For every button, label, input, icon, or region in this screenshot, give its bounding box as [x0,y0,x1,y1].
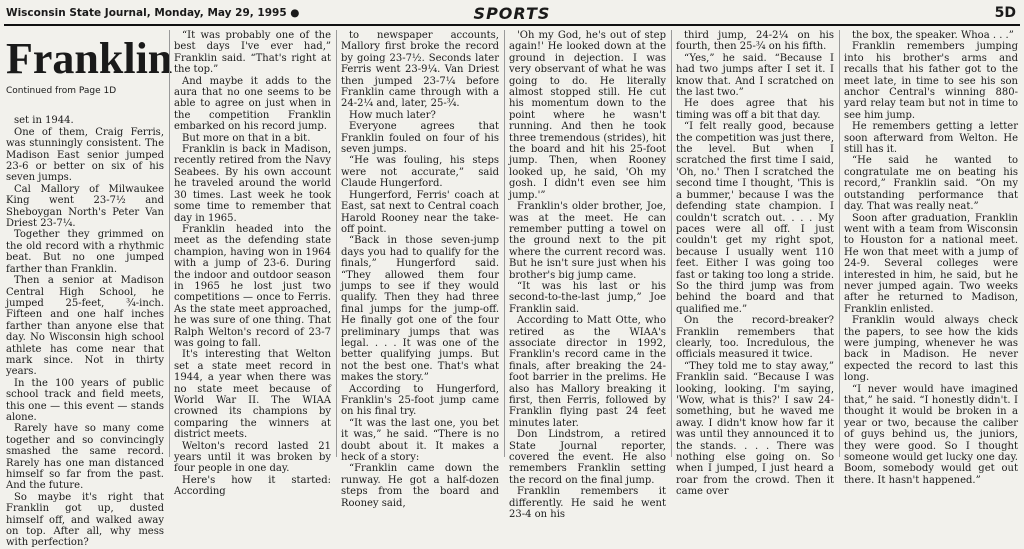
article-paragraph: One of them, Craig Ferris, was stunningly consistent. The Madison East senior jumped 23-6 or better on six of his seven jumps. [6,126,164,184]
article-paragraph: “They told me to stay away,” Franklin said. “Because I was looking, looking. I'm saying, 'Wow, what is this?' I saw 24-something, but he waved me away. I didn't know how far it was until they announced it to the stands. . . . There was nothing else going on. So when I jumped, I just heard a roar from the crowd. Then it came over [676,360,834,498]
article-paragraph: But more on that in a bit. [182,132,311,144]
article-paragraph: Hungerford, Ferris' coach at East, sat next to Central coach Harold Rooney near the take-off point. [341,189,499,235]
article-column-2 [174,30,331,498]
article-paragraph: Then a senior at Madison Central High School, he jumped 25-feet, ¾-inch. Fifteen and one half inches farther than anyone else that day. No Wisconsin high school athlete has come near that mark since. Not in thirty years. [6,275,164,378]
column-divider [504,30,505,457]
article-paragraph: In the 100 years of public school track and field meets, this one — this event — stands alone. [6,377,164,423]
article-paragraph: “He was fouling, his steps were not accurate,” said Claude Hungerford. [341,155,499,190]
article-paragraph: third jump, 24-2¼ on his fourth, then 25-¾ on his fifth. [676,30,834,53]
article-paragraph: “Franklin came down the runway. He got a half-dozen steps from the board and Rooney said, [341,463,499,509]
article-paragraph: Franklin remembers it differently. He said he went 23-4 on his [509,486,666,521]
article-column-6 [844,30,1018,486]
article-column-5 [676,30,834,498]
article-column-1 [6,30,173,549]
article-paragraph: the box, the speaker. Whoa . . .” [852,30,1014,41]
section-title: SPORTS [473,4,551,23]
column-divider [839,30,840,457]
article-paragraph: 'Oh my God, he's out of step again!' He looked down at the ground in dejection. I was very observant of what he was going to do. He literally almost stopped still. He cut his momentum down to the point where he wasn't running. And then he took three tremendous (strides), hit the board and hit his 25-foot jump. Then, when Rooney looked up, he said, 'Oh my gosh. I didn't even see him jump.'” [509,30,666,201]
article-paragraph: “It was his last or his second-to-the-last jump,” Joe Franklin said. [509,280,666,315]
article-paragraph: Franklin's older brother, Joe, was at the meet. He can remember putting a towel on the ground next to the pit where the current record was. But he isn't sure just when his brother's big jump came. [509,201,666,281]
article-paragraph: How much later? [349,109,436,121]
article-paragraph: Franklin is back in Madison, recently retired from the Navy Seabees. By his own account he traveled around the world 30 times. Last week he took some time to remember that day in 1965. [174,144,331,224]
article-paragraph: Together they grimmed on the old record with a rhythmic beat. But no one jumped farther than Franklin. [6,229,164,275]
article-paragraph: “I felt really good, because the competition was just there, the level. But when I scratched the first time I said, 'Oh, no.' Then I scratched the second time I thought, 'This is a bummer,' because I was the defending state champion. I couldn't scratch out. . . . My paces were all off. I just couldn't get my right spot, because I usually went 110 feet. Either I was going too fast or taking too long a stride. So the third jump was from behind the board and that qualified me.” [676,121,835,315]
article-paragraph: He remembers getting a letter soon afterward from Welton. He still has it. [844,121,1018,156]
article-paragraph: to newspaper accounts, Mallory first broke the record by going 23-7½. Seconds later Ferris went 23-9¼. Van Driest then jumped 23-7¼ before Franklin came through with a 24-2¼ and, later, 25-¾. [341,30,499,110]
article-paragraph: “It was the last one, you bet it was,” he said. “There is no doubt about it. It makes a heck of a story: [341,417,499,464]
article-paragraph: “It was probably one of the best days I've ever had,” Franklin said. “That's right at the top.” [174,30,331,76]
article-paragraph: According to Hungerford, Franklin's 25-foot jump came on his final try. [341,383,499,418]
continued-line: Continued from Page 1D [6,86,117,96]
column-divider [671,30,672,457]
article-paragraph: set in 1944. [14,115,74,127]
article-paragraph: On the record-breaker? Franklin remembers that clearly, too. Incredulous, the officials measured it twice. [676,315,834,361]
article-paragraph: He does agree that his timing was off a bit that day. [676,98,834,121]
headline: Franklin [6,34,173,83]
article-paragraph: According to Matt Otte, who retired as the WIAA's associate director in 1992, Franklin's record came in the finals, after breaking the 24-foot barrier in the prelims. He also has Mallory breaking it first, then Ferris, followed by Franklin flying past 24 feet minutes later. [509,315,666,429]
article-paragraph: “I never would have imagined that,” he said. “I honestly didn't. I thought it would be broken in a year or two, because the caliber of guys behind us, the juniors, they were good. So I thought someone would get lucky one day. Boom, somebody would get out there. It hasn't happened.” [844,383,1018,486]
page-header [4,4,1020,26]
article-paragraph: Welton's record lasted 21 years until it was broken by four people in one day. [174,440,331,475]
article-paragraph: Cal Mallory of Milwaukee King went 23-7½ and Sheboygan North's Peter Van Driest 23-7¼. [6,183,164,230]
article-paragraph: “Yes,” he said. “Because I had two jumps after I set it. I know that. And I scratched on the last two.” [676,52,834,99]
page-number: 5D [994,5,1016,21]
article-paragraph: “Back in those seven-jump days you had to qualify for the finals,” Hungerford said. “They allowed them four jumps to see if they would qualify. Then they had three final jumps for the jump-off. He finally got one of the four preliminary jumps that was legal. . . . It was one of the better qualifying jumps. But not the best one. That's what makes the story.” [341,235,499,384]
article-paragraph: So maybe it's right that Franklin got up, dusted himself off, and walked away on top. After all, why mess with perfection? [6,491,164,549]
column-divider [336,30,337,457]
article-paragraph: Soon after graduation, Franklin went with a team from Wisconsin to Houston for a national meet. He won that meet with a jump of 24-9. Several colleges were interested in him, he said, but he never jumped again. Two weeks after he returned to Madison, Franklin enlisted. [844,212,1018,315]
article-paragraph: Rarely have so many come together and so convincingly smashed the same record. Rarely has one man distanced himself so far from the past. And the future. [6,423,164,492]
article-paragraph: And maybe it adds to the aura that no one seems to be able to agree on just when in the competition Franklin embarked on his record jump. [174,75,331,133]
article-paragraph: Everyone agrees that Franklin fouled on four of his seven jumps. [341,121,499,156]
article-paragraph: Franklin would always check the papers, to see how the kids were jumping, whenever he was back in Madison. He never expected the record to last this long. [844,315,1018,384]
paper-dateline: Wisconsin State Journal, Monday, May 29, 1995 ● [6,7,300,19]
article-paragraph: Don Lindstrom, a retired State Journal reporter, covered the event. He also remembers Franklin setting the record on the final jump. [509,429,666,486]
article-paragraph: It's interesting that Welton set a state meet record in 1944, a year when there was no state meet because of World War II. The WIAA crowned its champions by comparing the winners at district meets. [174,349,331,441]
article-paragraph: “He said he wanted to congratulate me on beating his record,” Franklin said. “On my outstanding performance that day. That was really neat.” [844,155,1018,213]
article-column-4 [509,30,666,520]
article-column-3 [341,30,499,509]
article-paragraph: Franklin headed into the meet as the defending state champion, having won in 1964 with a jump of 23-6. During the indoor and outdoor season in 1965 he lost just two competitions — once to Ferris. As the state meet approached, he was sure of one thing. That Ralph Welton's record of 23-7 was going to fall. [174,223,331,349]
article-paragraph: Franklin remembers jumping into his brother's arms and recalls that his father got to the meet late, in time to see his son anchor Central's winning 880-yard relay team but not in time to see him jump. [844,41,1018,121]
column-divider [169,30,170,457]
article-paragraph: Here's how it started: According [174,474,331,498]
